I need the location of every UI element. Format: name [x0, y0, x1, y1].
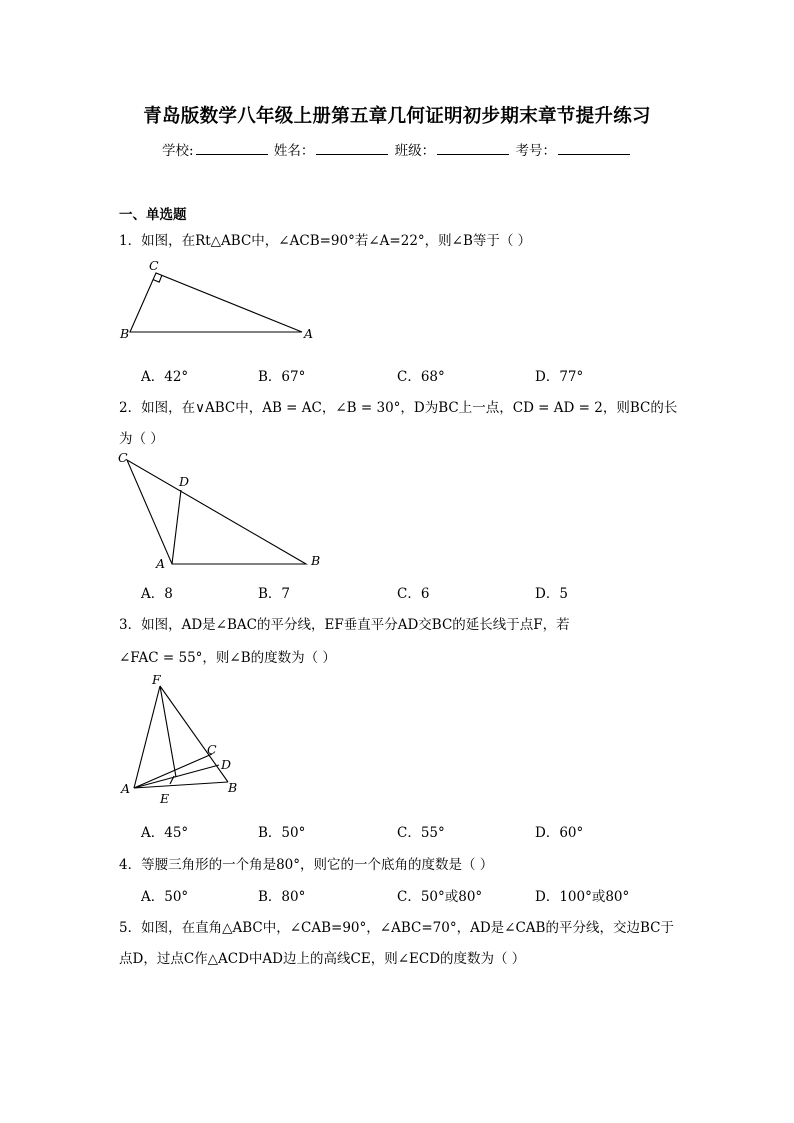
question-1-figure — [118, 258, 318, 343]
segment-ad — [134, 765, 219, 788]
q4-option-c[interactable]: C．50°或80° — [397, 889, 483, 905]
question-2-text: 2．如图，在∨ABC中，AB = AC，∠B = 30°，D为BC上一点，CD = AD = 2，则BC的长 — [119, 400, 678, 416]
exam-number-label: 考号： — [515, 143, 556, 159]
label-b: B — [120, 326, 130, 341]
exam-number-blank[interactable] — [558, 142, 630, 155]
q1-option-a[interactable]: A．42° — [141, 369, 189, 385]
q1-option-c[interactable]: C．68° — [397, 369, 445, 385]
label-c: C — [149, 258, 159, 273]
label-a: A — [304, 326, 314, 341]
label-c: C — [118, 450, 128, 465]
label-f: F — [152, 672, 161, 687]
label-e: E — [160, 791, 170, 806]
q4-option-d[interactable]: D．100°或80° — [535, 889, 630, 905]
q4-option-b[interactable]: B．80° — [258, 889, 306, 905]
question-5-text-cont: 点D，过点C作△ACD中AD边上的高线CE，则∠ECD的度数为（ ） — [119, 951, 526, 967]
label-a: A — [121, 781, 131, 796]
q2-option-a[interactable]: A．8 — [141, 586, 173, 602]
q2-option-c[interactable]: C．6 — [397, 586, 430, 602]
question-4-text: 4．等腰三角形的一个角是80°，则它的一个底角的度数是（ ） — [119, 857, 494, 873]
q2-option-b[interactable]: B．7 — [258, 586, 291, 602]
q4-option-a[interactable]: A．50° — [141, 889, 189, 905]
q3-option-a[interactable]: A．45° — [141, 825, 189, 841]
label-d: D — [179, 474, 190, 489]
question-3-figure — [118, 672, 248, 810]
class-label: 班级： — [394, 143, 436, 159]
student-info-line — [0, 139, 794, 159]
school-blank[interactable] — [196, 142, 268, 155]
question-1-text: 1．如图，在Rt△ABC中，∠ACB=90°若∠A=22°，则∠B等于（ ） — [119, 233, 532, 249]
question-2-figure — [118, 450, 328, 572]
page-title: 青岛版数学八年级上册第五章几何证明初步期末章节提升练习 — [143, 106, 651, 127]
segment-af — [134, 686, 160, 788]
label-c: C — [207, 742, 217, 757]
segment-fe — [160, 686, 176, 777]
label-b: B — [311, 553, 321, 568]
class-blank[interactable] — [437, 142, 509, 155]
q3-option-b[interactable]: B．50° — [258, 825, 306, 841]
segment-fb — [160, 686, 228, 782]
name-label: 姓名： — [273, 143, 315, 159]
label-d: D — [221, 757, 232, 772]
question-3-text-cont: ∠FAC = 55°，则∠B的度数为（ ） — [119, 650, 336, 666]
segment-ab — [134, 782, 228, 788]
school-label: 学校: — [162, 143, 194, 159]
name-blank[interactable] — [316, 142, 388, 155]
q3-option-d[interactable]: D．60° — [535, 825, 584, 841]
question-3-text: 3．如图，AD是∠BAC的平分线，EF垂直平分AD交BC的延长线于点F，若 — [119, 617, 570, 633]
question-5-text: 5．如图，在直角△ABC中，∠CAB=90°，∠ABC=70°，AD是∠CAB的平分线，交边BC于 — [119, 920, 674, 936]
q3-option-c[interactable]: C．55° — [397, 825, 445, 841]
q1-option-d[interactable]: D．77° — [535, 369, 584, 385]
q2-option-d[interactable]: D．5 — [535, 586, 568, 602]
segment-ad — [172, 490, 181, 564]
label-b: B — [228, 780, 238, 795]
q1-option-b[interactable]: B．67° — [258, 369, 306, 385]
triangle-abc — [127, 460, 306, 564]
section-heading: 一、单选题 — [119, 207, 187, 223]
label-a: A — [156, 556, 166, 571]
triangle-abc — [130, 273, 302, 332]
question-2-text-cont: 为（ ） — [119, 431, 164, 447]
